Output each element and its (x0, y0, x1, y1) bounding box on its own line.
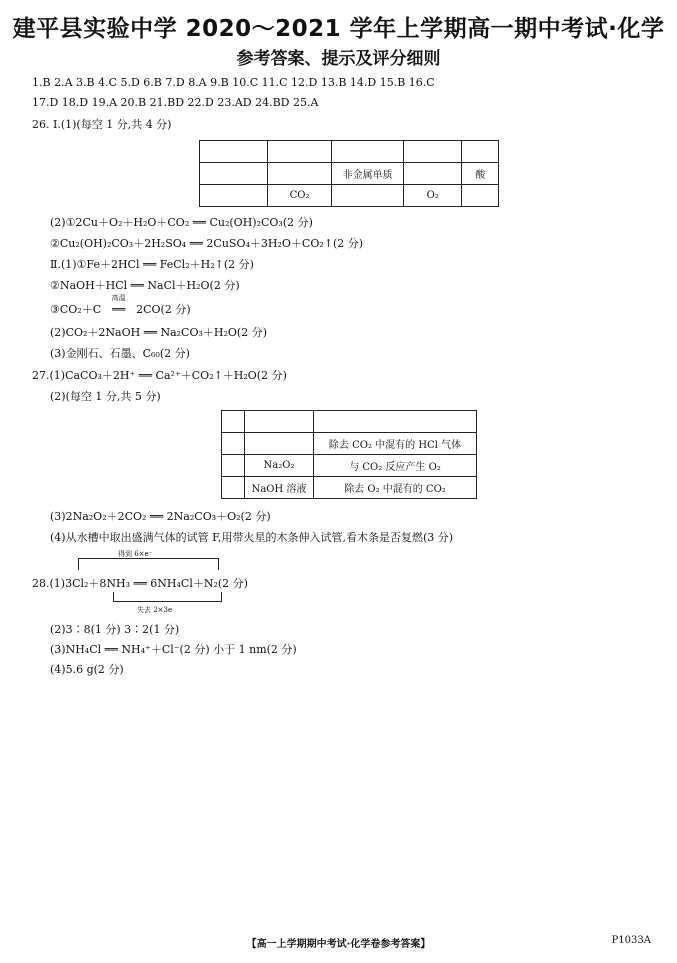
answer-row-2: 17.D 18.D 19.A 20.B 21.BD 22.D 23.AD 24.BD 25.A (32, 96, 319, 109)
q26-head: 26. Ⅰ.(1)(每空 1 分,共 4 分) (32, 118, 172, 131)
q26-cell (462, 141, 499, 163)
q27-cell (222, 411, 245, 433)
q27-cell: Na₂O₂ (245, 455, 314, 477)
q26-table (199, 140, 499, 207)
q27-cell (245, 411, 314, 433)
q27-cell (222, 433, 245, 455)
q26-line: ②Cu₂(OH)₂CO₃＋2H₂SO₄ ══ 2CuSO₄＋3H₂O＋CO₂↑(2 分) (50, 237, 364, 250)
q27-line: (3)2Na₂O₂＋2CO₂ ══ 2Na₂CO₃＋O₂(2 分) (50, 510, 271, 523)
q26-cell (462, 185, 499, 207)
q28-equation: 28.(1)3Cl₂＋8NH₃ ══ 6NH₄Cl＋N₂(2 分) (32, 577, 248, 590)
q26-l5-pre: ③CO₂＋C (50, 303, 102, 316)
q27-cell: 除去 CO₂ 中混有的 HCl 气体 (314, 433, 477, 455)
footer-label: 【高一上学期期中考试·化学卷参考答案】 (246, 939, 431, 950)
q26-cell (404, 163, 462, 185)
q27-line: (4)从水槽中取出盛满气体的试管 F,用带火星的木条伸入试管,看木条是否复燃(3 分) (50, 531, 454, 544)
q27-table (221, 410, 477, 499)
q26-l5-post: 2CO(2 分) (136, 303, 191, 316)
page-subtitle: 参考答案、提示及评分细则 (236, 49, 441, 69)
q27-line: (2)(每空 1 分,共 5 分) (50, 390, 161, 403)
q26-cell: 酸 (462, 163, 499, 185)
q27-cell: NaOH 溶液 (245, 477, 314, 499)
reaction-condition: 高温 ══ (105, 303, 133, 317)
q26-line: (2)①2Cu＋O₂＋H₂O＋CO₂ ══ Cu₂(OH)₂CO₃(2 分) (50, 216, 313, 229)
q27-line: 27.(1)CaCO₃＋2H⁺ ══ Ca²⁺＋CO₂↑＋H₂O(2 分) (32, 369, 287, 382)
electron-loss-label: 失去 2×3e (137, 606, 173, 614)
q26-cell (404, 141, 462, 163)
q27-cell: 与 CO₂ 反应产生 O₂ (314, 455, 477, 477)
q26-cell (200, 141, 268, 163)
electron-loss-bracket (113, 592, 222, 602)
q26-cell (267, 141, 331, 163)
q26-line: ②NaOH＋HCl ══ NaCl＋H₂O(2 分) (50, 279, 240, 292)
q27-cell (314, 411, 477, 433)
q26-line: (3)金刚石、石墨、C₆₀(2 分) (50, 347, 190, 360)
condition-label: 高温 (111, 294, 126, 302)
page-title: 建平县实验中学 2020～2021 学年上学期高一期中考试·化学 (12, 16, 665, 42)
q26-line: Ⅱ.(1)①Fe＋2HCl ══ FeCl₂＋H₂↑(2 分) (50, 258, 254, 271)
answer-row-1: 1.B 2.A 3.B 4.C 5.D 6.B 7.D 8.A 9.B 10.C 11.C 12.D 13.B 14.D 15.B 16.C (32, 76, 435, 89)
q26-cell: O₂ (404, 185, 462, 207)
q27-cell (222, 455, 245, 477)
q27-cell: 除去 O₂ 中混有的 CO₂ (314, 477, 477, 499)
q26-cell (200, 185, 268, 207)
q26-cell: 非金属单质 (332, 163, 404, 185)
q26-cell (332, 185, 404, 207)
q26-cell (332, 141, 404, 163)
q28-line: (2)3∶8(1 分) 3∶2(1 分) (50, 623, 180, 636)
q27-cell (222, 477, 245, 499)
q28-line: (4)5.6 g(2 分) (50, 663, 124, 676)
q26-cell: CO₂ (267, 185, 331, 207)
q27-cell (245, 433, 314, 455)
q26-cell (200, 163, 268, 185)
q28-line: (3)NH₄Cl ══ NH₄⁺＋Cl⁻(2 分) 小于 1 nm(2 分) (50, 643, 297, 656)
q26-line-5 (50, 294, 191, 317)
electron-gain-bracket (78, 558, 219, 570)
q26-cell (267, 163, 331, 185)
q26-line: (2)CO₂＋2NaOH ══ Na₂CO₃＋H₂O(2 分) (50, 326, 267, 339)
document-code: P1033A (611, 935, 651, 946)
electron-gain-label: 得到 6×e⁻ (118, 550, 153, 558)
